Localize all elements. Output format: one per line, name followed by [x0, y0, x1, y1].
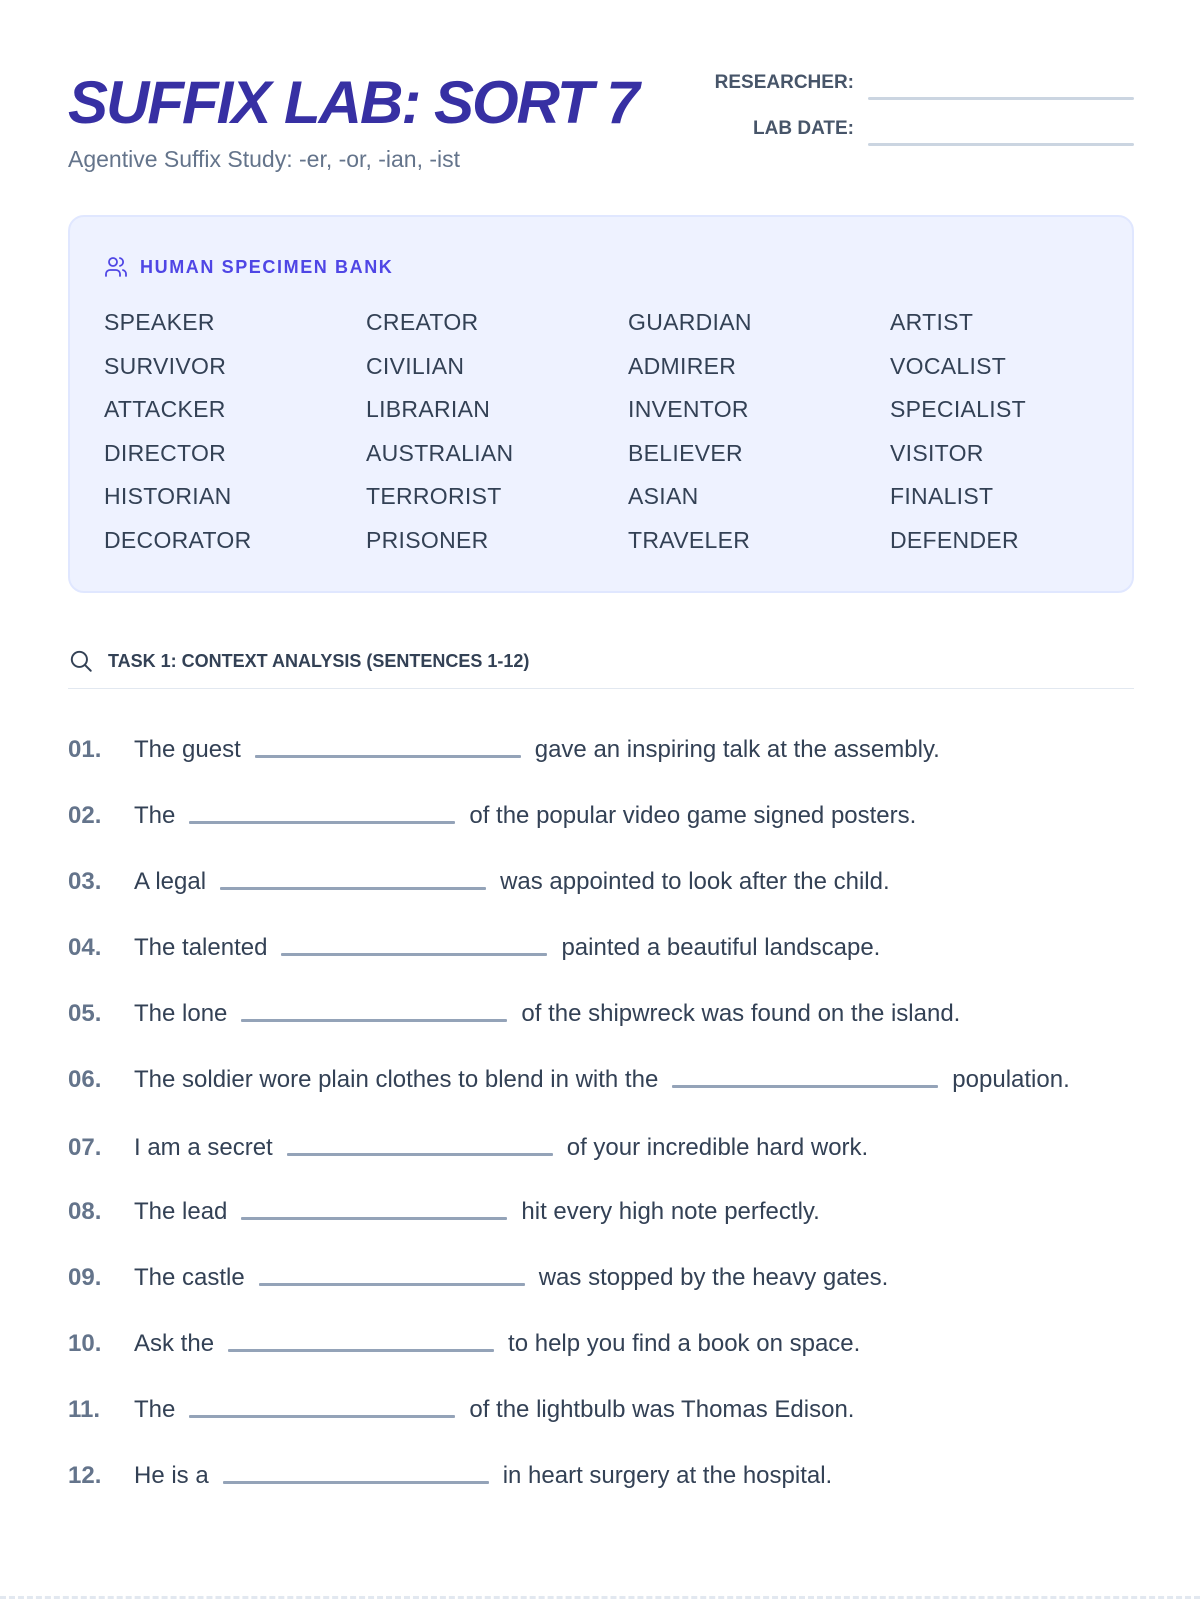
- sentence-before: The: [134, 1396, 176, 1423]
- answer-blank[interactable]: [281, 953, 547, 956]
- sentence-row: [68, 1258, 1134, 1298]
- sentence-number: 08.: [68, 1198, 102, 1225]
- sentence-row: [68, 1390, 1134, 1430]
- sentence-after: of the popular video game signed posters.: [469, 802, 917, 829]
- specimen-bank-header: [104, 253, 393, 281]
- sentence-row: [68, 1324, 1134, 1364]
- bank-word: VOCALIST: [890, 352, 1007, 379]
- bank-word: DEFENDER: [890, 526, 1019, 553]
- bank-word: SURVIVOR: [104, 352, 227, 379]
- task-title: TASK 1: CONTEXT ANALYSIS (SENTENCES 1-12): [108, 651, 530, 671]
- sentence-list: [68, 730, 1134, 1496]
- answer-blank[interactable]: [241, 1019, 507, 1022]
- bank-word: FINALIST: [890, 483, 994, 509]
- sentence-text: [134, 928, 1134, 968]
- bank-word: INVENTOR: [628, 396, 749, 422]
- sentence-number: 09.: [68, 1264, 102, 1291]
- bank-word: ATTACKER: [104, 396, 226, 422]
- sentence-after: population.: [952, 1066, 1070, 1093]
- bank-word: ASIAN: [628, 483, 699, 509]
- users-icon: [104, 255, 128, 279]
- sentence-number: 04.: [68, 934, 102, 961]
- sentence-text: [134, 1060, 1134, 1100]
- answer-blank[interactable]: [189, 1415, 455, 1418]
- sentence-after: to help you find a book on space.: [508, 1330, 861, 1357]
- bank-word: VISITOR: [890, 439, 984, 466]
- sentence-text: [134, 994, 1134, 1034]
- sentence-before: He is a: [134, 1462, 209, 1489]
- sentence-after: gave an inspiring talk at the assembly.: [534, 736, 940, 763]
- sentence-number: 03.: [68, 868, 102, 895]
- lab-date-row: [694, 108, 1134, 148]
- sentence-after: of the shipwreck was found on the island.: [521, 1000, 961, 1027]
- sentence-after: in heart surgery at the hospital.: [502, 1462, 833, 1489]
- page-bottom-divider: [0, 1596, 1200, 1600]
- bank-word: TRAVELER: [628, 526, 751, 553]
- sentence-after: hit every high note perfectly.: [521, 1198, 820, 1225]
- sentence-text: [134, 730, 1134, 770]
- bank-word: PRISONER: [366, 526, 489, 553]
- sentence-before: The talented: [134, 934, 268, 961]
- bank-word: TERRORIST: [366, 483, 502, 509]
- sentence-row: [68, 1192, 1134, 1232]
- answer-blank[interactable]: [259, 1283, 525, 1286]
- sentence-before: The lone: [134, 1000, 228, 1027]
- sentence-text: [134, 796, 1134, 836]
- sentence-before: The castle: [134, 1264, 245, 1291]
- bank-word: BELIEVER: [628, 439, 743, 466]
- bank-word: SPEAKER: [104, 309, 215, 335]
- sentence-before: The: [134, 802, 176, 829]
- answer-blank[interactable]: [241, 1217, 507, 1220]
- answer-blank[interactable]: [189, 821, 455, 824]
- bank-word: AUSTRALIAN: [366, 439, 514, 466]
- sentence-row: [68, 1128, 1134, 1168]
- lab-date-label: LAB DATE:: [753, 118, 854, 139]
- bank-word: LIBRARIAN: [366, 396, 491, 422]
- sentence-row: [68, 730, 1134, 770]
- bank-word: HISTORIAN: [104, 483, 232, 509]
- sentence-number: 12.: [68, 1462, 102, 1489]
- sentence-text: [134, 1456, 1134, 1496]
- specimen-bank-title: HUMAN SPECIMEN BANK: [140, 256, 394, 277]
- sentence-number: 05.: [68, 1000, 102, 1027]
- sentence-number: 07.: [68, 1134, 102, 1161]
- answer-blank[interactable]: [255, 755, 521, 758]
- sentence-before: I am a secret: [134, 1134, 273, 1161]
- sentence-after: of your incredible hard work.: [566, 1134, 869, 1161]
- sentence-after: was appointed to look after the child.: [500, 868, 890, 895]
- researcher-row: [694, 62, 1134, 102]
- sentence-before: The soldier wore plain clothes to blend in with the: [134, 1066, 659, 1093]
- sentence-after: was stopped by the heavy gates.: [538, 1264, 889, 1291]
- sentence-after: of the lightbulb was Thomas Edison.: [469, 1396, 855, 1423]
- page-title: SUFFIX LAB: SORT 7: [68, 69, 638, 136]
- researcher-label: RESEARCHER:: [714, 72, 854, 93]
- bank-word: DIRECTOR: [104, 439, 227, 466]
- bank-word: ADMIRER: [628, 352, 737, 379]
- sentence-row: [68, 928, 1134, 968]
- sentence-row: [68, 862, 1134, 902]
- sentence-before: A legal: [134, 868, 207, 895]
- sentence-before: The guest: [134, 736, 241, 763]
- sentence-number: 10.: [68, 1330, 102, 1357]
- sentence-text: [134, 1258, 1134, 1298]
- worksheet-header: [68, 62, 1134, 182]
- bank-word: CREATOR: [366, 309, 479, 335]
- sentence-row: [68, 1456, 1134, 1496]
- page-subtitle: Agentive Suffix Study: -er, -or, -ian, -ist: [68, 146, 461, 172]
- bank-word: ARTIST: [890, 309, 974, 335]
- sentence-number: 01.: [68, 736, 102, 763]
- sentence-row: [68, 1060, 1134, 1100]
- task-header: [68, 645, 1134, 689]
- lab-date-field[interactable]: [868, 143, 1134, 146]
- sentence-text: [134, 1128, 1134, 1168]
- researcher-field[interactable]: [868, 97, 1134, 100]
- answer-blank[interactable]: [228, 1349, 494, 1352]
- sentence-after: painted a beautiful landscape.: [561, 934, 881, 961]
- answer-blank[interactable]: [220, 887, 486, 890]
- sentence-row: [68, 796, 1134, 836]
- sentence-number: 11.: [68, 1396, 101, 1423]
- sentence-number: 02.: [68, 802, 102, 829]
- answer-blank[interactable]: [287, 1153, 553, 1156]
- word-grid: [104, 309, 1104, 570]
- sentence-before: The lead: [134, 1198, 228, 1225]
- bank-word: GUARDIAN: [628, 309, 752, 335]
- sentence-before: Ask the: [134, 1330, 215, 1357]
- sentence-text: [134, 1192, 1134, 1232]
- sentence-text: [134, 1390, 1134, 1430]
- sentence-text: [134, 862, 1134, 902]
- answer-blank[interactable]: [672, 1085, 938, 1088]
- bank-word: DECORATOR: [104, 526, 252, 553]
- bank-word: SPECIALIST: [890, 396, 1026, 422]
- sentence-number: 06.: [68, 1066, 102, 1093]
- answer-blank[interactable]: [223, 1481, 489, 1484]
- sentence-row: [68, 994, 1134, 1034]
- search-icon: [68, 648, 94, 674]
- specimen-bank: [68, 215, 1134, 593]
- sentence-text: [134, 1324, 1134, 1364]
- bank-word: CIVILIAN: [366, 352, 465, 379]
